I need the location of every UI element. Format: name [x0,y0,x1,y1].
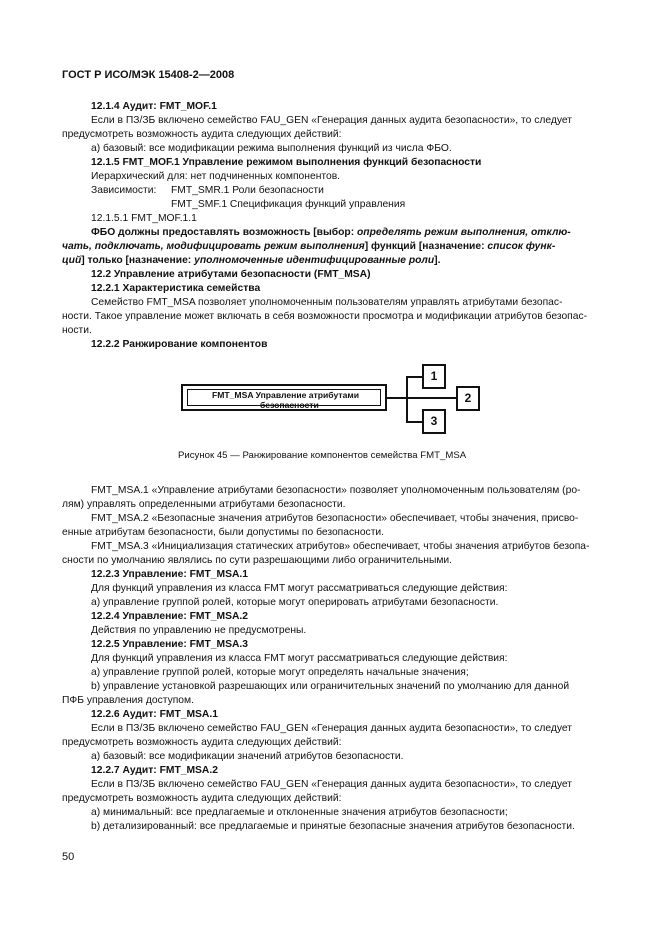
paragraph-line: лям) управлять определенными атрибутами безопасности. [62,499,346,510]
list-item: а) базовый: все модификации режима выполнения функций из числа ФБО. [91,143,452,154]
requirement-text: ФБО должны предоставлять возможность [выбор: [91,227,358,238]
hierarchy-line: Иерархический для: нет подчиненных компонентов. [91,171,341,182]
subsection-heading: 12.2.4 Управление: FMT_MSA.2 [91,611,248,622]
subsection-heading: 12.2.3 Управление: FMT_MSA.1 [91,569,248,580]
subsection-heading: 12.2.2 Ранжирование компонентов [91,339,268,350]
requirement-line [62,254,440,268]
component-box-2: 2 [456,386,480,411]
element-id: 12.1.5.1 FMT_MOF.1.1 [91,213,197,224]
family-box-inner [187,389,381,410]
paragraph-line: Если в ПЗ/ЗБ включено семейство FAU_GEN «Генерация данных аудита безопасности», то следует [91,723,573,734]
component-box-3: 3 [422,409,446,434]
requirement-text: ] функций [назначение: [364,241,488,252]
requirement-line [62,240,555,254]
subsection-heading: 12.2.6 Аудит: FMT_MSA.1 [91,709,218,720]
list-item: а) управление группой ролей, которые могут определять начальные значения; [91,667,469,678]
paragraph-line: предусмотреть возможность аудита следующих действий: [62,129,342,140]
component-box-1: 1 [422,364,446,389]
requirement-text: ]. [434,255,441,266]
connector-line [406,397,456,399]
list-item: а) минимальный: все предлагаемые и отклоненные значения атрибутов безопасности; [91,807,508,818]
requirement-assignment: список функ- [487,241,556,252]
dependency-item: FMT_SMR.1 Роли безопасности [171,185,324,196]
section-heading: 12.1.4 Аудит: FMT_MOF.1 [91,101,217,112]
figure-caption: Рисунок 45 — Ранжирование компонентов семейства FMT_MSA [178,450,467,461]
requirement-text: ] только [назначение: [81,255,195,266]
list-item: а) управление группой ролей, которые могут оперировать атрибутами безопасности. [91,597,499,608]
paragraph-line: Действия по управлению не предусмотрены. [91,625,307,636]
paragraph-line: FMT_MSA.3 «Инициализация статических атрибутов» обеспечивает, чтобы значения атрибутов безопа- [91,541,590,552]
list-item: а) базовый: все модификации значений атрибутов безопасности. [91,751,404,762]
list-item: b) управление установкой разрешающих или ограничительных значений по умолчанию для данной [91,681,570,692]
section-heading: 12.1.5 FMT_MOF.1 Управление режимом выполнения функций безопасности [91,157,482,168]
connector-line [406,376,408,422]
requirement-assignment: ций [62,255,82,266]
dependencies-label: Зависимости: [91,185,157,196]
family-box-label-line: безопасности [260,400,319,410]
paragraph-line: Семейство FMT_MSA позволяет уполномоченным пользователям управлять атрибутами безопас- [91,297,563,308]
connector-line [406,421,422,423]
paragraph-line: FMT_MSA.2 «Безопасные значения атрибутов безопасности» обеспечивает, чтобы значения, присво- [91,513,579,524]
requirement-selection: чать, подключать, модифицировать режим выполнения [62,241,365,252]
requirement-line [91,226,571,240]
list-item-continuation: ПФБ управления доступом. [62,695,194,706]
subsection-heading: 12.2.7 Аудит: FMT_MSA.2 [91,765,218,776]
subsection-heading: 12.2.1 Характеристика семейства [91,283,261,294]
paragraph-line: ности. [62,325,92,336]
connector-line [387,397,407,399]
section-heading: 12.2 Управление атрибутами безопасности (FMT_MSA) [91,269,371,280]
paragraph-line: Для функций управления из класса FMT могут рассматриваться следующие действия: [91,583,508,594]
paragraph-line: Для функций управления из класса FMT могут рассматриваться следующие действия: [91,653,508,664]
family-box-label-line: FMT_MSA Управление атрибутами [212,390,360,400]
paragraph-line: Если в ПЗ/ЗБ включено семейство FAU_GEN «Генерация данных аудита безопасности», то следует [91,115,573,126]
connector-line [406,376,422,378]
paragraph-line: Если в ПЗ/ЗБ включено семейство FAU_GEN «Генерация данных аудита безопасности», то следует [91,779,573,790]
paragraph-line: предусмотреть возможность аудита следующих действий: [62,737,342,748]
paragraph-line: FMT_MSA.1 «Управление атрибутами безопасности» позволяет уполномоченным пользователям (ро- [91,485,581,496]
list-item: b) детализированный: все предлагаемые и принятые безопасные значения атрибутов безопасности. [91,821,575,832]
family-box [181,384,387,411]
paragraph-line: сности по умолчанию являлись по сути разрешающими либо ограничительными. [62,555,453,566]
paragraph-line: енные атрибутам безопасности, были допустимы по безопасности. [62,527,385,538]
requirement-selection: определять режим выполнения, отклю- [357,227,571,238]
subsection-heading: 12.2.5 Управление: FMT_MSA.3 [91,639,248,650]
requirement-assignment: уполномоченные идентифицированные роли [194,255,435,266]
paragraph-line: предусмотреть возможность аудита следующих действий: [62,793,342,804]
page-number: 50 [62,851,75,863]
document-header: ГОСТ Р ИСО/МЭК 15408-2—2008 [62,69,235,81]
paragraph-line: ности. Такое управление может включать в себя возможности просмотра и модификации атрибутов безопас- [62,311,588,322]
dependency-item: FMT_SMF.1 Спецификация функций управления [171,199,406,210]
